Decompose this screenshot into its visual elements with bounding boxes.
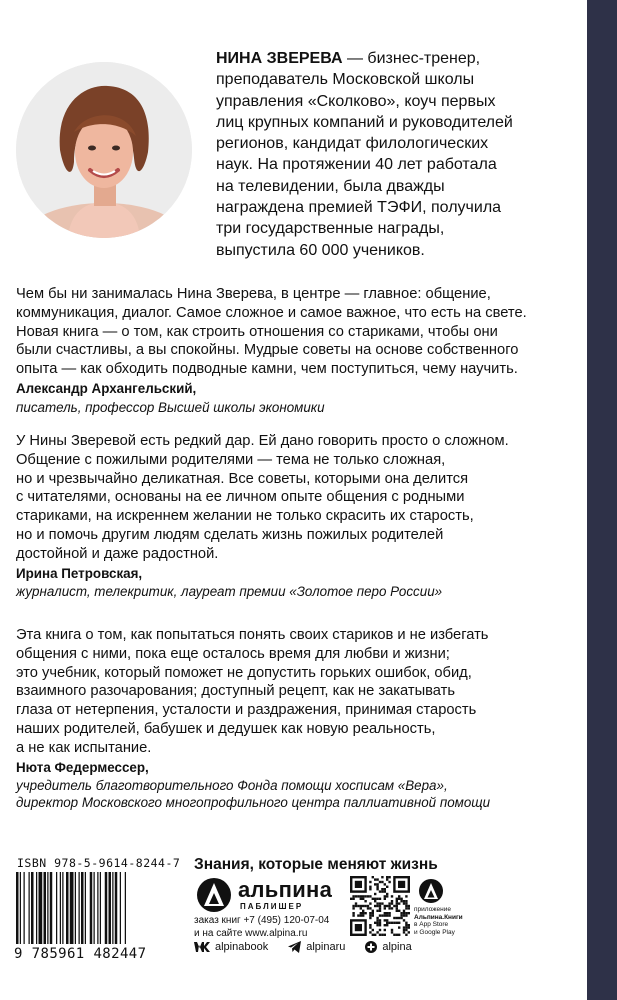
qr-module: [391, 902, 393, 904]
qr-module: [369, 924, 371, 926]
qr-module: [384, 934, 386, 936]
qr-module: [376, 931, 378, 933]
quote-author: Ирина Петровская,: [16, 565, 143, 581]
alpina-logo-icon: [196, 877, 232, 913]
barcode-bar: [39, 872, 43, 944]
qr-module: [403, 902, 405, 904]
qr-module: [376, 888, 378, 890]
review-quote-3: [16, 626, 576, 811]
qr-module: [374, 878, 376, 880]
bio-line: награждена премией ТЭФИ, получила: [216, 199, 502, 217]
telegram-icon: [288, 941, 301, 953]
qr-module: [376, 919, 378, 921]
qr-module: [357, 914, 359, 916]
barcode-bar: [44, 872, 47, 944]
qr-module: [372, 929, 374, 931]
qr-module: [379, 914, 381, 916]
qr-module: [379, 922, 381, 924]
qr-module: [388, 881, 390, 883]
quote-line: наших родителей, бабушек и дедушек как новую реальность,: [16, 720, 436, 737]
qr-module: [379, 907, 381, 909]
qr-module: [384, 888, 386, 890]
qr-module: [396, 934, 398, 936]
qr-module: [381, 902, 383, 904]
qr-module: [400, 914, 402, 916]
qr-module: [360, 914, 362, 916]
publisher-name: альпина: [238, 877, 333, 902]
quote-line: Чем бы ни занималась Нина Зверева, в центре — главное: общение,: [16, 286, 491, 302]
qr-module: [403, 919, 405, 921]
qr-module: [386, 912, 388, 914]
qr-module: [393, 934, 395, 936]
qr-module: [381, 890, 383, 892]
review-quote-1: [16, 285, 576, 416]
qr-module: [379, 898, 381, 900]
qr-module: [381, 888, 383, 890]
qr-module: [374, 900, 376, 902]
barcode-bar: [56, 872, 57, 944]
quote-author-role: учредитель благотворительного Фонда помощи хосписам «Вера»,: [16, 778, 448, 794]
qr-module: [396, 910, 398, 912]
qr-module: [396, 907, 398, 909]
app-note-line: Альпина.Книги: [414, 913, 463, 921]
qr-module: [369, 886, 371, 888]
qr-module: [405, 912, 407, 914]
qr-module: [396, 922, 398, 924]
qr-module: [386, 893, 388, 895]
qr-module: [379, 934, 381, 936]
qr-module: [388, 912, 390, 914]
qr-module: [384, 890, 386, 892]
qr-module: [396, 900, 398, 902]
barcode-bar: [97, 872, 98, 944]
qr-module: [393, 905, 395, 907]
qr-module: [398, 934, 400, 936]
qr-module: [381, 881, 383, 883]
qr-module: [384, 924, 386, 926]
qr-module: [408, 905, 410, 907]
barcode-bar: [50, 872, 53, 944]
qr-module: [384, 895, 386, 897]
qr-module: [398, 895, 400, 897]
qr-module: [384, 914, 386, 916]
qr-module: [376, 883, 378, 885]
barcode-bar: [36, 872, 37, 944]
barcode-bar: [75, 872, 76, 944]
qr-module: [388, 902, 390, 904]
quote-line: но и чрезвычайно деликатная. Все советы, которыми она делится: [16, 470, 469, 487]
publisher-tagline: Знания, которые меняют жизнь: [194, 856, 438, 873]
qr-module: [362, 912, 364, 914]
qr-module: [398, 922, 400, 924]
qr-module: [386, 922, 388, 924]
quote-line: коммуникация, диалог. Самое сложное и самое важное, что есть на свете.: [16, 304, 527, 321]
social-label: alpina: [382, 941, 412, 953]
qr-module: [391, 895, 393, 897]
qr-module: [355, 895, 357, 897]
app-store-note: [414, 906, 464, 936]
qr-module: [398, 910, 400, 912]
qr-module: [398, 898, 400, 900]
qr-module: [374, 893, 376, 895]
bio-line: три государственные награды,: [216, 220, 445, 238]
qr-module: [374, 905, 376, 907]
quote-author-role: писатель, профессор Высшей школы экономики: [16, 399, 325, 415]
bio-line: на телевидении, была дважды: [216, 177, 445, 195]
qr-module: [374, 898, 376, 900]
qr-module: [367, 905, 369, 907]
quote-line: достойной и даже радостной.: [16, 545, 219, 562]
ean-number: 9 785961 482447: [14, 946, 147, 962]
qr-module: [364, 900, 366, 902]
qr-module: [396, 917, 398, 919]
quote-line: У Нины Зверевой есть редкий дар. Ей дано говорить просто о сложном.: [16, 433, 509, 449]
quote-line: это учебник, который поможет не допустить горьких ошибок, обид,: [16, 664, 472, 681]
isbn-label: ISBN 978-5-9614-8244-7: [17, 856, 181, 870]
qr-module: [388, 914, 390, 916]
barcode-bar: [120, 872, 121, 944]
bio-line: выпустила 60 000 учеников.: [216, 241, 425, 259]
barcode-bar: [62, 872, 63, 944]
publisher-logo: [196, 877, 336, 913]
qr-module: [369, 917, 371, 919]
qr-module: [396, 905, 398, 907]
qr-module: [369, 888, 371, 890]
qr-module: [372, 934, 374, 936]
qr-module: [393, 917, 395, 919]
qr-code: [350, 876, 410, 936]
qr-module: [369, 895, 371, 897]
plus-circle-icon: [365, 941, 377, 953]
bio-line: регионов, кандидат филологических: [216, 135, 489, 153]
qr-module: [364, 912, 366, 914]
qr-module: [352, 907, 354, 909]
qr-module: [391, 931, 393, 933]
qr-module: [360, 895, 362, 897]
qr-module: [379, 924, 381, 926]
publisher-subtitle: ПАБЛИШЕР: [240, 902, 304, 911]
qr-module: [367, 907, 369, 909]
qr-module: [405, 907, 407, 909]
qr-module: [352, 912, 354, 914]
quote-line: Новая книга — о том, как строить отношения со стариками, чтобы они: [16, 323, 498, 340]
qr-module: [408, 931, 410, 933]
qr-module: [352, 914, 354, 916]
qr-module: [352, 895, 354, 897]
qr-module: [362, 910, 364, 912]
quote-line: общения с ними, пока еще осталось время для любви и жизни;: [16, 645, 450, 662]
qr-module: [374, 922, 376, 924]
qr-module: [376, 905, 378, 907]
social-vk[interactable]: [194, 941, 268, 953]
quote-author: Нюта Федермессер,: [16, 759, 149, 775]
barcode-bar: [115, 872, 118, 944]
review-quote-2: [16, 432, 576, 600]
qr-module: [388, 905, 390, 907]
quote-author-role: журналист, телекритик, лауреат премии «Золотое перо России»: [16, 584, 443, 600]
qr-module: [362, 898, 364, 900]
barcode-bar: [20, 872, 21, 944]
qr-module: [405, 905, 407, 907]
qr-module: [388, 876, 390, 878]
app-note-line: приложение: [414, 906, 451, 913]
qr-module: [379, 881, 381, 883]
barcode-bar: [47, 872, 48, 944]
qr-module: [391, 929, 393, 931]
qr-finder: [355, 924, 362, 931]
barcode-bar: [24, 872, 25, 944]
barcode-bar: [94, 872, 95, 944]
qr-module: [379, 905, 381, 907]
qr-module: [362, 895, 364, 897]
qr-module: [384, 898, 386, 900]
qr-module: [379, 910, 381, 912]
qr-module: [374, 934, 376, 936]
social-label: alpinaru: [306, 941, 346, 953]
qr-module: [403, 914, 405, 916]
qr-module: [388, 922, 390, 924]
social-alpina[interactable]: [365, 941, 411, 953]
quote-line: стариками, на искреннем желании не только скрасить их старость,: [16, 508, 474, 525]
barcode-bar: [125, 872, 126, 944]
qr-module: [379, 929, 381, 931]
qr-module: [369, 931, 371, 933]
qr-module: [393, 922, 395, 924]
qr-module: [376, 878, 378, 880]
qr-module: [386, 886, 388, 888]
book-spine-edge: [587, 0, 617, 1000]
quote-author-role: директор Московского многопрофильного центра паллиативной помощи: [16, 795, 491, 811]
social-telegram[interactable]: [288, 941, 345, 953]
qr-module: [369, 912, 371, 914]
qr-module: [372, 876, 374, 878]
qr-module: [381, 914, 383, 916]
qr-module: [400, 917, 402, 919]
author-photo: [16, 62, 192, 238]
qr-module: [376, 886, 378, 888]
qr-module: [386, 924, 388, 926]
barcode-bar: [90, 872, 93, 944]
qr-module: [386, 919, 388, 921]
qr-module: [386, 876, 388, 878]
quote-line: опыта — как обходить подводные камни, чем поступиться, чему научить.: [16, 361, 518, 378]
qr-module: [384, 929, 386, 931]
qr-module: [355, 902, 357, 904]
publisher-contacts: [194, 915, 329, 940]
qr-module: [379, 919, 381, 921]
qr-module: [364, 895, 366, 897]
qr-module: [384, 905, 386, 907]
qr-module: [376, 910, 378, 912]
qr-module: [405, 902, 407, 904]
qr-module: [405, 934, 407, 936]
qr-module: [403, 900, 405, 902]
qr-module: [384, 919, 386, 921]
qr-module: [384, 883, 386, 885]
quote-line: Общение с пожилыми родителями — тема не только сложная,: [16, 451, 446, 468]
qr-module: [386, 914, 388, 916]
qr-module: [374, 883, 376, 885]
quote-line: были счастливы, а вы спокойны. Мудрые советы на основе собственного: [16, 342, 519, 359]
quote-line: но и помочь другим людям сделать жизнь пожилых родителей: [16, 526, 444, 543]
qr-module: [376, 917, 378, 919]
qr-module: [400, 898, 402, 900]
qr-module: [367, 895, 369, 897]
quote-line: с читателями, основаны на ее личном опыте общения с родными: [16, 489, 465, 506]
qr-module: [376, 898, 378, 900]
qr-module: [360, 912, 362, 914]
qr-module: [403, 910, 405, 912]
quote-line: а не как испытание.: [16, 739, 152, 756]
barcode-bar: [66, 872, 69, 944]
qr-module: [369, 881, 371, 883]
quote-line: взаимного разочарования; доступный рецепт, как не закатывать: [16, 683, 456, 700]
qr-module: [369, 914, 371, 916]
barcode-bar: [60, 872, 61, 944]
bio-line: преподаватель Московской школы: [216, 71, 475, 89]
barcode-bar: [81, 872, 84, 944]
barcode-bar: [105, 872, 108, 944]
qr-module: [405, 922, 407, 924]
app-note-line: в App Store: [414, 921, 449, 928]
qr-module: [391, 922, 393, 924]
qr-module: [350, 898, 352, 900]
qr-module: [362, 914, 364, 916]
qr-module: [376, 924, 378, 926]
qr-module: [405, 895, 407, 897]
qr-module: [369, 926, 371, 928]
author-name: НИНА ЗВЕРЕВА: [216, 50, 343, 67]
qr-module: [398, 902, 400, 904]
order-phone: заказ книг +7 (495) 120-07-04: [194, 915, 330, 926]
quote-line: глаза от нетерпения, усталости и раздражения, принимая старость: [16, 702, 477, 719]
barcode-bar: [31, 872, 34, 944]
qr-module: [388, 907, 390, 909]
social-label: alpinabook: [215, 941, 269, 953]
qr-module: [357, 905, 359, 907]
qr-module: [405, 900, 407, 902]
qr-module: [376, 902, 378, 904]
qr-module: [369, 907, 371, 909]
qr-module: [381, 876, 383, 878]
bio-line: управления «Сколково», коуч первых: [216, 92, 496, 110]
qr-module: [369, 902, 371, 904]
qr-module: [396, 898, 398, 900]
barcode-bar: [109, 872, 112, 944]
qr-finder: [355, 881, 362, 888]
qr-module: [372, 914, 374, 916]
qr-module: [405, 924, 407, 926]
qr-module: [386, 905, 388, 907]
quote-line: Эта книга о том, как попытаться понять своих стариков и не избегать: [16, 627, 489, 643]
qr-module: [396, 902, 398, 904]
qr-module: [379, 890, 381, 892]
qr-module: [408, 912, 410, 914]
app-note-line: и Google Play: [414, 928, 455, 936]
qr-module: [357, 895, 359, 897]
author-bio: [216, 48, 576, 261]
qr-module: [386, 878, 388, 880]
barcode-bar: [70, 872, 74, 944]
quote-author: Александр Архангельский,: [16, 380, 197, 396]
qr-module: [355, 905, 357, 907]
qr-module: [405, 926, 407, 928]
qr-module: [364, 905, 366, 907]
social-links: [194, 941, 412, 953]
qr-module: [400, 900, 402, 902]
qr-module: [352, 905, 354, 907]
barcode-bar: [85, 872, 86, 944]
qr-module: [360, 907, 362, 909]
alpina-app-icon: [418, 878, 444, 904]
qr-module: [372, 910, 374, 912]
qr-module: [408, 924, 410, 926]
qr-module: [360, 905, 362, 907]
qr-module: [408, 907, 410, 909]
qr-module: [408, 926, 410, 928]
qr-module: [405, 914, 407, 916]
qr-finder: [398, 881, 405, 888]
qr-module: [398, 917, 400, 919]
bio-line: наук. На протяжении 40 лет работала: [216, 156, 497, 174]
barcode-bar: [16, 872, 19, 944]
qr-module: [403, 929, 405, 931]
qr-module: [386, 895, 388, 897]
qr-module: [398, 926, 400, 928]
qr-module: [381, 934, 383, 936]
qr-module: [403, 912, 405, 914]
qr-module: [403, 931, 405, 933]
qr-module: [372, 912, 374, 914]
qr-module: [360, 898, 362, 900]
qr-module: [405, 929, 407, 931]
qr-module: [379, 902, 381, 904]
bio-line: — бизнес-тренер,: [346, 50, 481, 67]
qr-module: [362, 905, 364, 907]
barcode: [14, 872, 164, 944]
qr-module: [384, 912, 386, 914]
qr-module: [391, 900, 393, 902]
qr-module: [352, 898, 354, 900]
barcode-bar: [112, 872, 113, 944]
barcode-bar: [79, 872, 80, 944]
barcode-bar: [29, 872, 30, 944]
website: и на сайте www.alpina.ru: [194, 927, 308, 939]
qr-module: [403, 926, 405, 928]
qr-module: [376, 922, 378, 924]
qr-module: [391, 907, 393, 909]
qr-module: [400, 912, 402, 914]
vk-icon: [194, 942, 210, 952]
bio-line: лиц крупных компаний и руководителей: [216, 113, 513, 131]
qr-module: [372, 898, 374, 900]
qr-module: [384, 907, 386, 909]
barcode-bar: [100, 872, 101, 944]
